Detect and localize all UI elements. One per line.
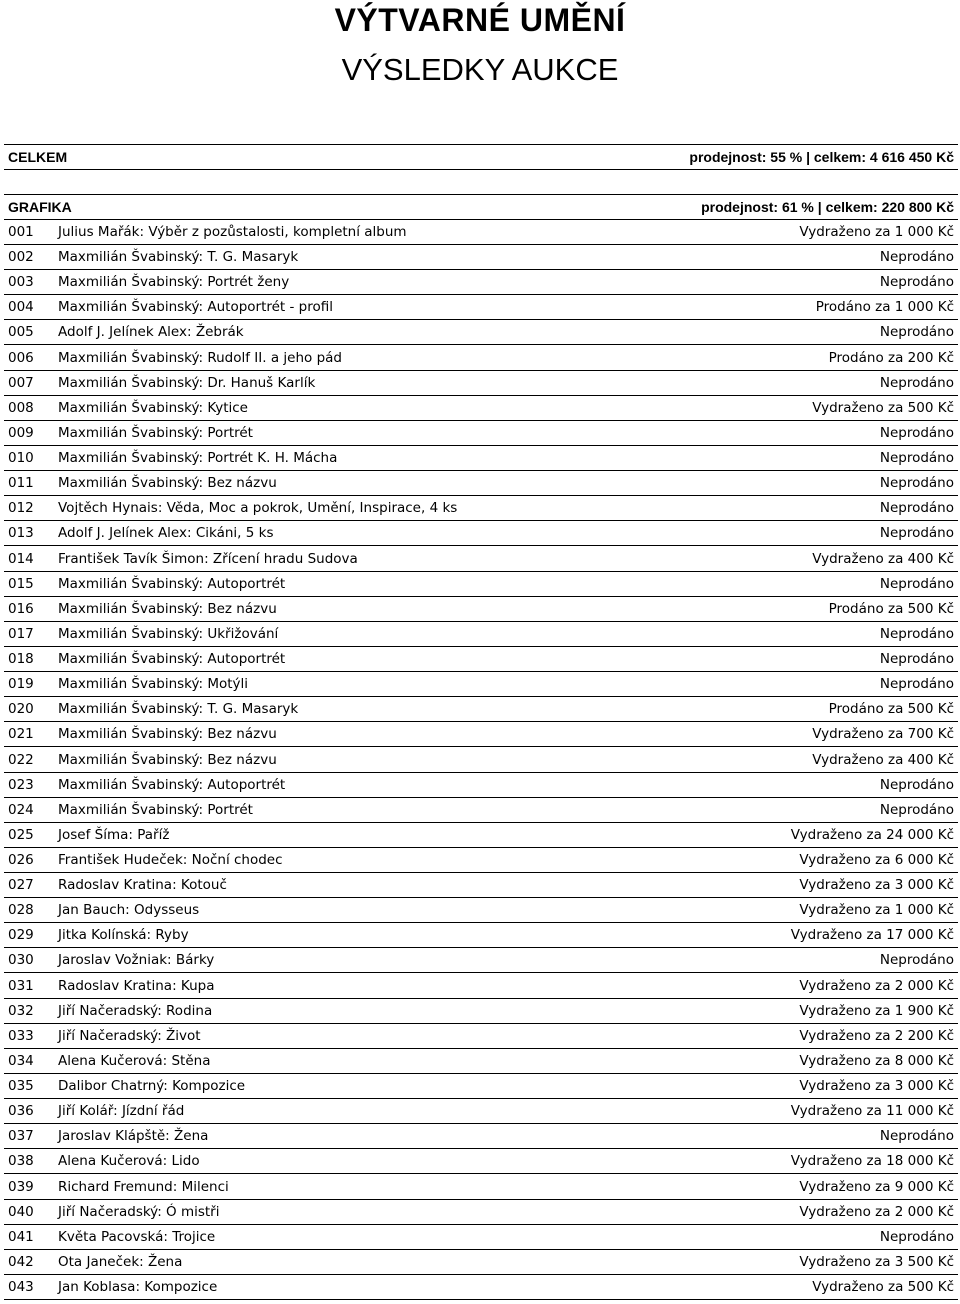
item-number: 023 bbox=[8, 777, 34, 793]
item-number: 013 bbox=[8, 525, 34, 541]
table-row bbox=[4, 823, 958, 848]
table-row bbox=[4, 421, 958, 446]
item-number: 007 bbox=[8, 375, 34, 391]
table-row bbox=[4, 697, 958, 722]
item-name: Maxmilián Švabinský: Bez názvu bbox=[58, 752, 277, 768]
item-result: Neprodáno bbox=[879, 802, 954, 818]
item-name: Dalibor Chatrný: Kompozice bbox=[58, 1078, 246, 1094]
item-result: Vydraženo za 18 000 Kč bbox=[790, 1153, 954, 1169]
table-row bbox=[4, 1024, 958, 1049]
item-result: Vydraženo za 3 500 Kč bbox=[799, 1254, 954, 1270]
item-name: Maxmilián Švabinský: T. G. Masaryk bbox=[58, 249, 299, 265]
item-name: Maxmilián Švabinský: Kytice bbox=[58, 400, 248, 416]
summary-label: CELKEM bbox=[8, 149, 68, 165]
table-row bbox=[4, 396, 958, 421]
item-number: 008 bbox=[8, 400, 34, 416]
item-number: 024 bbox=[8, 802, 34, 818]
item-name: Adolf J. Jelínek Alex: Žebrák bbox=[58, 324, 244, 340]
table-row bbox=[4, 496, 958, 521]
item-number: 025 bbox=[8, 827, 34, 843]
item-result: Vydraženo za 700 Kč bbox=[812, 726, 954, 742]
item-result: Prodáno za 1 000 Kč bbox=[815, 299, 954, 315]
table-row bbox=[4, 1250, 958, 1275]
item-result: Vydraženo za 1 900 Kč bbox=[799, 1003, 954, 1019]
item-result: Vydraženo za 1 000 Kč bbox=[799, 902, 954, 918]
item-name: Maxmilián Švabinský: Bez názvu bbox=[58, 475, 277, 491]
item-number: 018 bbox=[8, 651, 34, 667]
item-result: Neprodáno bbox=[879, 375, 954, 391]
item-name: Maxmilián Švabinský: Motýli bbox=[58, 676, 249, 692]
item-number: 041 bbox=[8, 1229, 34, 1245]
item-name: Jiří Načeradský: Rodina bbox=[58, 1003, 213, 1019]
item-result: Vydraženo za 8 000 Kč bbox=[799, 1053, 954, 1069]
table-row bbox=[4, 1049, 958, 1074]
item-number: 035 bbox=[8, 1078, 34, 1094]
page-title: VÝTVARNÉ UMĚNÍ bbox=[334, 2, 626, 38]
item-result: Neprodáno bbox=[879, 525, 954, 541]
item-number: 027 bbox=[8, 877, 34, 893]
item-result: Vydraženo za 2 000 Kč bbox=[799, 978, 954, 994]
item-result: Vydraženo za 2 000 Kč bbox=[799, 1204, 954, 1220]
section-row-grafika bbox=[4, 194, 958, 220]
table-row bbox=[4, 572, 958, 597]
item-number: 014 bbox=[8, 551, 34, 567]
item-result: Neprodáno bbox=[879, 576, 954, 592]
item-result: Vydraženo za 500 Kč bbox=[812, 1279, 954, 1295]
item-name: Adolf J. Jelínek Alex: Cikáni, 5 ks bbox=[58, 525, 274, 541]
item-name: Maxmilián Švabinský: Autoportrét - profil bbox=[58, 299, 334, 315]
item-result: Neprodáno bbox=[879, 450, 954, 466]
item-name: Maxmilián Švabinský: Portrét ženy bbox=[58, 274, 290, 290]
table-row bbox=[4, 1200, 958, 1225]
item-name: Maxmilián Švabinský: Portrét K. H. Mácha bbox=[58, 450, 338, 466]
table-row bbox=[4, 547, 958, 572]
item-result: Neprodáno bbox=[879, 626, 954, 642]
item-result: Neprodáno bbox=[879, 952, 954, 968]
table-row bbox=[4, 220, 958, 245]
item-name: Maxmilián Švabinský: Bez názvu bbox=[58, 601, 277, 617]
table-row bbox=[4, 748, 958, 773]
item-result: Vydraženo za 17 000 Kč bbox=[790, 927, 954, 943]
item-name: Jiří Načeradský: Život bbox=[58, 1028, 201, 1044]
item-result: Prodáno za 500 Kč bbox=[828, 601, 954, 617]
item-number: 042 bbox=[8, 1254, 34, 1270]
item-number: 043 bbox=[8, 1279, 34, 1295]
item-number: 004 bbox=[8, 299, 34, 315]
item-result: Vydraženo za 400 Kč bbox=[812, 752, 954, 768]
item-result: Vydraženo za 11 000 Kč bbox=[790, 1103, 954, 1119]
table-row bbox=[4, 1275, 958, 1300]
item-result: Vydraženo za 9 000 Kč bbox=[799, 1179, 954, 1195]
table-row bbox=[4, 873, 958, 898]
item-name: Maxmilián Švabinský: Autoportrét bbox=[58, 576, 286, 592]
item-name: Jiří Načeradský: Ó mistři bbox=[58, 1204, 220, 1220]
item-name: Jitka Kolínská: Ryby bbox=[58, 927, 189, 943]
item-name: Jaroslav Vožniak: Bárky bbox=[58, 952, 215, 968]
table-row bbox=[4, 270, 958, 295]
item-number: 016 bbox=[8, 601, 34, 617]
summary-stats: prodejnost: 55 % | celkem: 4 616 450 Kč bbox=[689, 149, 954, 165]
table-row bbox=[4, 672, 958, 697]
table-row bbox=[4, 974, 958, 999]
item-number: 033 bbox=[8, 1028, 34, 1044]
item-name: Vojtěch Hynais: Věda, Moc a pokrok, Umění, Inspirace, 4 ks bbox=[58, 500, 458, 516]
table-row bbox=[4, 346, 958, 371]
item-name: Maxmilián Švabinský: Portrét bbox=[58, 802, 253, 818]
table-row bbox=[4, 1124, 958, 1149]
item-result: Vydraženo za 3 000 Kč bbox=[799, 1078, 954, 1094]
item-name: Ota Janeček: Žena bbox=[58, 1254, 183, 1270]
item-number: 022 bbox=[8, 752, 34, 768]
item-result: Vydraženo za 1 000 Kč bbox=[799, 224, 954, 240]
section-label: GRAFIKA bbox=[8, 199, 72, 215]
table-row bbox=[4, 371, 958, 396]
section-stats: prodejnost: 61 % | celkem: 220 800 Kč bbox=[701, 199, 954, 215]
item-number: 002 bbox=[8, 249, 34, 265]
table-row bbox=[4, 622, 958, 647]
item-result: Vydraženo za 400 Kč bbox=[812, 551, 954, 567]
item-name: Maxmilián Švabinský: Bez názvu bbox=[58, 726, 277, 742]
table-row bbox=[4, 1074, 958, 1099]
item-result: Vydraženo za 2 200 Kč bbox=[799, 1028, 954, 1044]
item-number: 003 bbox=[8, 274, 34, 290]
item-name: Maxmilián Švabinský: T. G. Masaryk bbox=[58, 701, 299, 717]
table-row bbox=[4, 446, 958, 471]
item-number: 031 bbox=[8, 978, 34, 994]
item-result: Neprodáno bbox=[879, 249, 954, 265]
table-row bbox=[4, 647, 958, 672]
item-result: Vydraženo za 6 000 Kč bbox=[799, 852, 954, 868]
table-row bbox=[4, 948, 958, 973]
page-subtitle: VÝSLEDKY AUKCE bbox=[341, 52, 619, 87]
item-name: Květa Pacovská: Trojice bbox=[58, 1229, 216, 1245]
item-number: 029 bbox=[8, 927, 34, 943]
table-row bbox=[4, 1099, 958, 1124]
item-result: Neprodáno bbox=[879, 1128, 954, 1144]
table-row bbox=[4, 999, 958, 1024]
item-result: Neprodáno bbox=[879, 324, 954, 340]
table-row bbox=[4, 722, 958, 747]
item-name: Maxmilián Švabinský: Portrét bbox=[58, 425, 253, 441]
item-name: Radoslav Kratina: Kupa bbox=[58, 978, 215, 994]
item-name: Jiří Kolář: Jízdní řád bbox=[58, 1103, 185, 1119]
item-name: František Hudeček: Noční chodec bbox=[58, 852, 283, 868]
item-result: Neprodáno bbox=[879, 651, 954, 667]
item-number: 009 bbox=[8, 425, 34, 441]
summary-row bbox=[4, 144, 958, 170]
item-number: 019 bbox=[8, 676, 34, 692]
item-number: 010 bbox=[8, 450, 34, 466]
item-number: 005 bbox=[8, 324, 34, 340]
table-row bbox=[4, 848, 958, 873]
table-row bbox=[4, 898, 958, 923]
item-name: Josef Šíma: Paříž bbox=[58, 827, 170, 843]
item-number: 034 bbox=[8, 1053, 34, 1069]
table-row bbox=[4, 798, 958, 823]
table-row bbox=[4, 597, 958, 622]
table-row bbox=[4, 245, 958, 270]
item-name: Richard Fremund: Milenci bbox=[58, 1179, 229, 1195]
item-name: Radoslav Kratina: Kotouč bbox=[58, 877, 227, 893]
item-result: Vydraženo za 500 Kč bbox=[812, 400, 954, 416]
item-number: 020 bbox=[8, 701, 34, 717]
item-number: 011 bbox=[8, 475, 34, 491]
item-name: Maxmilián Švabinský: Autoportrét bbox=[58, 777, 286, 793]
item-result: Neprodáno bbox=[879, 1229, 954, 1245]
item-name: František Tavík Šimon: Zřícení hradu Sudova bbox=[58, 551, 358, 567]
item-result: Neprodáno bbox=[879, 425, 954, 441]
item-number: 030 bbox=[8, 952, 34, 968]
table-row bbox=[4, 320, 958, 345]
item-number: 001 bbox=[8, 224, 34, 240]
item-name: Maxmilián Švabinský: Autoportrét bbox=[58, 651, 286, 667]
item-number: 037 bbox=[8, 1128, 34, 1144]
item-name: Maxmilián Švabinský: Rudolf II. a jeho pád bbox=[58, 350, 342, 366]
table-row bbox=[4, 295, 958, 320]
item-name: Jan Koblasa: Kompozice bbox=[58, 1279, 218, 1295]
item-result: Vydraženo za 3 000 Kč bbox=[799, 877, 954, 893]
item-name: Alena Kučerová: Lido bbox=[58, 1153, 200, 1169]
item-name: Jan Bauch: Odysseus bbox=[58, 902, 200, 918]
table-row bbox=[4, 923, 958, 948]
item-number: 021 bbox=[8, 726, 34, 742]
table-row bbox=[4, 1175, 958, 1200]
item-result: Prodáno za 200 Kč bbox=[828, 350, 954, 366]
item-name: Jaroslav Klápště: Žena bbox=[58, 1128, 209, 1144]
item-number: 026 bbox=[8, 852, 34, 868]
item-result: Neprodáno bbox=[879, 777, 954, 793]
table-row bbox=[4, 471, 958, 496]
item-number: 028 bbox=[8, 902, 34, 918]
item-name: Maxmilián Švabinský: Ukřižování bbox=[58, 626, 279, 642]
item-number: 015 bbox=[8, 576, 34, 592]
table-row bbox=[4, 773, 958, 798]
item-name: Julius Mařák: Výběr z pozůstalosti, kompletní album bbox=[58, 224, 407, 240]
item-result: Vydraženo za 24 000 Kč bbox=[790, 827, 954, 843]
item-number: 036 bbox=[8, 1103, 34, 1119]
item-result: Neprodáno bbox=[879, 500, 954, 516]
item-result: Prodáno za 500 Kč bbox=[828, 701, 954, 717]
item-number: 032 bbox=[8, 1003, 34, 1019]
item-result: Neprodáno bbox=[879, 274, 954, 290]
item-result: Neprodáno bbox=[879, 676, 954, 692]
item-number: 017 bbox=[8, 626, 34, 642]
item-number: 039 bbox=[8, 1179, 34, 1195]
item-number: 006 bbox=[8, 350, 34, 366]
item-name: Maxmilián Švabinský: Dr. Hanuš Karlík bbox=[58, 375, 316, 391]
item-number: 038 bbox=[8, 1153, 34, 1169]
table-row bbox=[4, 521, 958, 546]
table-row bbox=[4, 1149, 958, 1174]
item-number: 040 bbox=[8, 1204, 34, 1220]
item-number: 012 bbox=[8, 500, 34, 516]
table-row bbox=[4, 1225, 958, 1250]
item-result: Neprodáno bbox=[879, 475, 954, 491]
item-name: Alena Kučerová: Stěna bbox=[58, 1053, 211, 1069]
